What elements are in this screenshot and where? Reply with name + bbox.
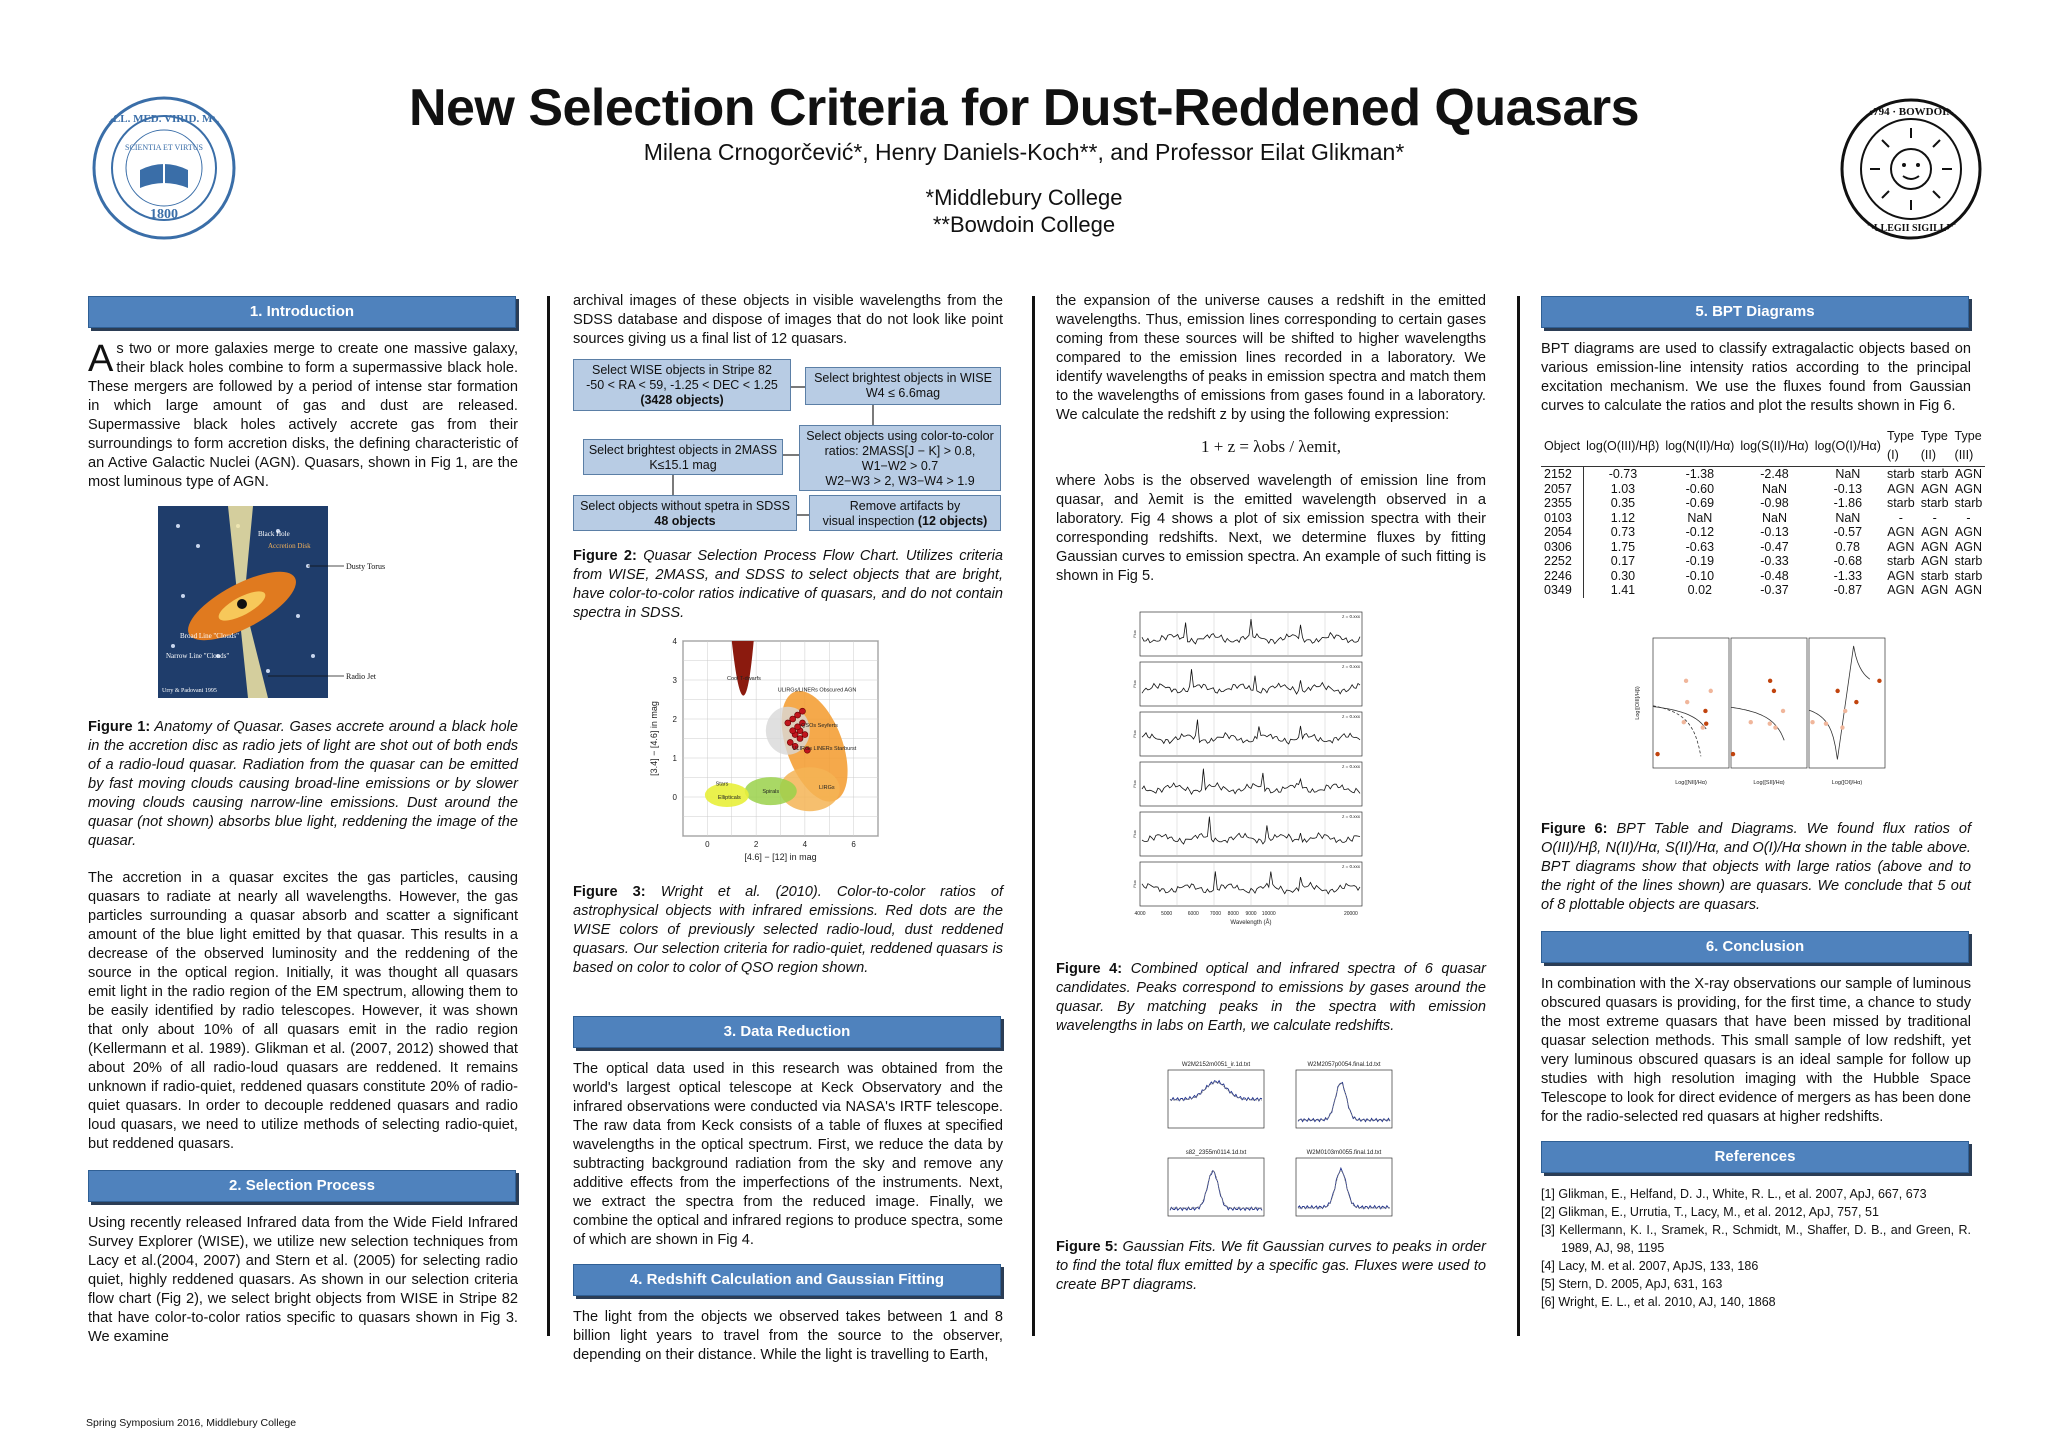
data-point bbox=[1768, 678, 1772, 682]
reference-item: [5] Stern, D. 2005, ApJ, 631, 163 bbox=[1541, 1276, 1723, 1291]
data-point bbox=[1682, 720, 1686, 724]
table-cell: starb bbox=[1954, 554, 1983, 568]
table-header-cell: log(N(II)/Hα) bbox=[1662, 426, 1737, 467]
data-point bbox=[797, 736, 803, 742]
data-point bbox=[1768, 721, 1772, 725]
table-cell: 0.30 bbox=[1610, 568, 1636, 583]
data-point bbox=[1749, 720, 1753, 724]
y-axis-label: Flux bbox=[1132, 680, 1137, 688]
y-axis-label: Flux bbox=[1132, 630, 1137, 638]
seal-text-top: 1794 · BOWDOIN bbox=[1867, 106, 1955, 118]
table-cell: starb bbox=[1954, 568, 1983, 583]
table-cell: NaN bbox=[1835, 510, 1861, 525]
figure-3-color-color-plot bbox=[643, 633, 893, 873]
table-row bbox=[1541, 540, 1985, 555]
table-cell: NaN bbox=[1687, 510, 1713, 525]
table-cell: 0.17 bbox=[1610, 554, 1636, 568]
data-point bbox=[1731, 751, 1735, 755]
table-cell: - bbox=[1898, 510, 1903, 525]
region-label: Spirals bbox=[762, 789, 780, 796]
table-cell: -0.73 bbox=[1608, 467, 1638, 481]
y-axis-label: Flux bbox=[1132, 830, 1137, 838]
data-point bbox=[1773, 725, 1777, 729]
table-cell: 0306 bbox=[1541, 540, 1583, 555]
table-cell: - bbox=[1966, 510, 1971, 525]
figure-5-gaussian-fits bbox=[1146, 1050, 1406, 1230]
y-axis-label: Flux bbox=[1132, 730, 1137, 738]
section-header-redshift: 4. Redshift Calculation and Gaussian Fitting bbox=[573, 1264, 1001, 1296]
data-point bbox=[1840, 725, 1844, 729]
region-label: QSOs Seyferts bbox=[801, 722, 838, 729]
table-cell: starb bbox=[1886, 467, 1915, 481]
reference-item: [2] Glikman, E., Urrutia, T., Lacy, M., et al. 2012, ApJ, 757, 51 bbox=[1541, 1204, 1879, 1219]
x-tick-label: 5000 bbox=[1161, 911, 1173, 917]
panel-title: s82_2355m0114.1d.txt bbox=[1185, 1150, 1247, 1156]
table-cell: 0103 bbox=[1541, 511, 1583, 526]
column-4 bbox=[1541, 292, 1983, 1311]
intro-paragraph-2: The accretion in a quasar excites the gas particles, causing quasars to radiate at nearly all wavelengths. However, the gas particles surrounding a quasar absorb and scatter a significant amount of the blue light emitted by that quasar. This results in a decrease of the observed luminosity and the reddening of the source in the optical region. Initially, it was thought all quasars emit light in the radio region of the EM spectrum, allowing them to be easily identified by radio telescopes. However, it was shown that only about 10% of all quasars emit in the radio region (Kellermann et al. 1989). Glikman et al. (2007, 2012) showed that about 20% of all radio-loud quasars are reddened. It remains unknown if radio-quiet, reddened quasars constitute 20% of radio-quiet quasars. In order to decouple reddened quasars and radio loud quasars, we need to utilize methods of selecting radio-quiet, but reddened quasars. bbox=[88, 870, 518, 1152]
x-axis-label: Log([SII]/Hα) bbox=[1753, 779, 1785, 786]
seal-text-bottom: COLLEGII SIGILLUM bbox=[1858, 223, 1964, 234]
y-axis-label: Log([OIII]/Hβ) bbox=[1635, 685, 1641, 720]
table-cell: AGN bbox=[1921, 525, 1949, 539]
fig1-label: Accretion Disk bbox=[268, 542, 311, 550]
data-point bbox=[1685, 699, 1689, 703]
data-point bbox=[1835, 688, 1839, 692]
section-header-selection: 2. Selection Process bbox=[88, 1170, 516, 1202]
fig1-label: Broad Line "Clouds" bbox=[180, 632, 239, 640]
fit-panel bbox=[1296, 1070, 1392, 1128]
table-row bbox=[1541, 569, 1985, 584]
data-point bbox=[1684, 678, 1688, 682]
redshift-label: z = 0.xxx bbox=[1342, 864, 1360, 869]
seal-text-top: COLL. MED. VIRID. MON. bbox=[96, 113, 232, 125]
table-cell: -0.87 bbox=[1833, 583, 1863, 597]
region-label: Ellipticals bbox=[717, 794, 741, 801]
panel-title: W2M2152m0051_ir.1d.txt bbox=[1181, 1062, 1251, 1068]
table-cell: 1.03 bbox=[1610, 481, 1636, 496]
figure-2-caption: Figure 2: Quasar Selection Process Flow Chart. Utilizes criteria from WISE, 2MASS, and SDSS to select objects that are bright, have color-to-color ratios indicative of quasars, and do not contain spectra in SDSS. bbox=[573, 548, 1003, 621]
data-point bbox=[1877, 678, 1881, 682]
section-header-introduction: 1. Introduction bbox=[88, 296, 516, 328]
section-header-references: References bbox=[1541, 1141, 1969, 1173]
seal-motto: SCIENTIA ET VIRTUS bbox=[125, 143, 203, 152]
fig1-label: Narrow Line "Clouds" bbox=[166, 652, 230, 660]
table-header-cell: Type (I) bbox=[1884, 426, 1918, 467]
figure-3-caption: Figure 3: Wright et al. (2010). Color-to-color ratios of astrophysical objects with infrared emissions. Red dots are the WISE colors of previously selected radio-loud, dust reddened quasars. Our selection criteria for radio-quiet, reddened quasars is based on color to color of QSO region shown. bbox=[573, 884, 1003, 976]
x-tick-label: 9000 bbox=[1245, 911, 1257, 917]
table-cell: AGN bbox=[1921, 583, 1949, 597]
x-tick-label: 2 bbox=[753, 840, 759, 849]
table-cell: AGN bbox=[1887, 568, 1915, 583]
table-header-cell: log(O(III)/Hβ) bbox=[1583, 426, 1662, 467]
table-cell: AGN bbox=[1887, 481, 1915, 496]
x-tick-label: 0 bbox=[705, 840, 710, 849]
column-1 bbox=[88, 292, 518, 1357]
reference-item: [6] Wright, E. L., et al. 2010, AJ, 140, 1868 bbox=[1541, 1294, 1776, 1309]
data-point bbox=[1701, 725, 1705, 729]
table-cell: AGN bbox=[1954, 481, 1982, 496]
data-point bbox=[1781, 708, 1785, 712]
table-cell: AGN bbox=[1887, 525, 1915, 539]
data-point bbox=[1709, 688, 1713, 692]
bpt-panel bbox=[1809, 638, 1885, 768]
y-tick-label: 3 bbox=[672, 676, 677, 685]
redshift-label: z = 0.xxx bbox=[1342, 814, 1360, 819]
table-cell: -1.86 bbox=[1833, 496, 1863, 510]
table-cell: 2355 bbox=[1541, 496, 1583, 511]
table-cell: AGN bbox=[1954, 539, 1982, 554]
table-cell: 2246 bbox=[1541, 569, 1583, 584]
data-point bbox=[1772, 688, 1776, 692]
table-cell: -0.48 bbox=[1760, 568, 1789, 583]
table-cell: 0.02 bbox=[1687, 583, 1712, 597]
table-cell: -1.38 bbox=[1685, 467, 1715, 481]
data-point bbox=[785, 720, 791, 726]
data-point bbox=[790, 716, 796, 722]
flow-box-no-sdss-spectra: Select objects without spetra in SDSS 48 objects bbox=[573, 495, 797, 531]
flow-box-visual-inspection: Remove artifacts by visual inspection (12 objects) bbox=[809, 495, 1001, 531]
table-cell: -0.68 bbox=[1833, 554, 1863, 568]
y-tick-label: 0 bbox=[672, 793, 677, 802]
x-axis-label: Log([NII]/Hα) bbox=[1675, 779, 1707, 786]
table-cell: -0.12 bbox=[1685, 525, 1715, 539]
affiliation-bowdoin: **Bowdoin College bbox=[932, 212, 1116, 237]
table-row bbox=[1541, 496, 1985, 511]
reference-item: [3] Kellermann, K. I., Sramek, R., Schmidt, M., Shaffer, D. B., and Green, R. 1989, AJ, 98, 1195 bbox=[1541, 1222, 1971, 1255]
x-axis-label: Log([OI]/Hα) bbox=[1831, 779, 1863, 786]
data-point bbox=[787, 739, 793, 745]
figure-6-bpt-diagrams bbox=[1631, 634, 1901, 790]
column-2 bbox=[573, 292, 1003, 1375]
redshift-label: z = 0.xxx bbox=[1342, 764, 1360, 769]
table-cell: -0.47 bbox=[1760, 539, 1789, 554]
table-cell: AGN bbox=[1921, 481, 1949, 496]
table-cell: 1.12 bbox=[1610, 510, 1636, 525]
table-row bbox=[1541, 525, 1985, 540]
y-tick-label: 1 bbox=[672, 754, 677, 763]
bpt-table bbox=[1541, 426, 1985, 598]
selection-paragraph-1: Using recently released Infrared data from the Wide Field Infrared Survey Explorer (WISE), we utilize new selection techniques from Lacy et al.(2004, 2007) and Stern et al. (2005) for selecting radio quiet, highly reddened quasars. As shown in our selection criteria flow chart (Fig 2), we select bright objects from WISE in Stripe 82 that have color-to-color ratios specific to quasars shown in Fig 3. We examine bbox=[88, 1215, 518, 1345]
seal-year: 1800 bbox=[150, 207, 178, 222]
x-tick-label: 6 bbox=[851, 840, 856, 849]
flow-box-color-ratios: Select objects using color-to-color ratios: 2MASS[J − K] > 0.8, W1−W2 > 0.7 W2−W3 > 2, W3−W4 > 1.9 bbox=[799, 425, 1001, 491]
redshift-paragraph-1: The light from the objects we observed takes between 1 and 8 billion light years to travel from the source to the observer, depending on their distance. While the light is travelling to Earth, bbox=[573, 1309, 1003, 1363]
table-cell: AGN bbox=[1954, 583, 1982, 597]
table-cell: - bbox=[1932, 510, 1937, 525]
data-point bbox=[790, 728, 796, 734]
region-label: Stars bbox=[715, 781, 729, 788]
table-cell: -0.60 bbox=[1685, 481, 1715, 496]
data-point bbox=[1703, 708, 1707, 712]
panel-title: W2M2057p0054.final.1d.txt bbox=[1307, 1062, 1381, 1068]
section-header-data-reduction: 3. Data Reduction bbox=[573, 1016, 1001, 1048]
flow-box-2mass: Select brightest objects in 2MASS K≤15.1 mag bbox=[583, 439, 783, 475]
region-label: ULIRGs/LINERs Obscured AGN bbox=[777, 687, 857, 694]
redshift-label: z = 0.xxx bbox=[1342, 614, 1360, 619]
y-tick-label: 4 bbox=[672, 637, 677, 646]
poster-authors: Milena Crnogorčević*, Henry Daniels-Koch**, and Professor Eilat Glikman* bbox=[643, 139, 1405, 165]
region-label: ULIRGs LINERs Starburst bbox=[792, 746, 857, 753]
table-cell: -0.37 bbox=[1760, 583, 1789, 597]
data-point bbox=[1655, 751, 1659, 755]
table-cell: AGN bbox=[1921, 539, 1949, 554]
table-cell: -0.33 bbox=[1760, 554, 1789, 568]
table-row bbox=[1541, 554, 1985, 569]
table-cell: starb bbox=[1920, 496, 1949, 510]
figure-5-caption: Figure 5: Gaussian Fits. We fit Gaussian curves to peaks in order to find the total flux emitted by a specific gas. Fluxes were used to create BPT diagrams. bbox=[1056, 1239, 1486, 1293]
table-cell: NaN bbox=[1762, 510, 1788, 525]
y-tick-label: 2 bbox=[672, 715, 677, 724]
table-cell: starb bbox=[1954, 496, 1983, 510]
table-row bbox=[1541, 511, 1985, 526]
table-cell: starb bbox=[1886, 554, 1915, 568]
data-point bbox=[1810, 720, 1814, 724]
figure-1-quasar-diagram bbox=[158, 506, 438, 698]
y-axis-label: [3.4] − [4.6] in mag bbox=[649, 701, 659, 776]
fig1-label: Radio Jet bbox=[346, 672, 376, 681]
table-cell: 1.75 bbox=[1610, 539, 1636, 554]
drop-cap: A bbox=[88, 338, 114, 380]
x-tick-label: 6000 bbox=[1187, 911, 1199, 917]
table-row bbox=[1541, 467, 1985, 482]
table-header-row bbox=[1541, 426, 1985, 467]
data-point bbox=[1843, 708, 1847, 712]
fig1-credit: Urry & Padovani 1995 bbox=[162, 688, 217, 694]
table-cell: -0.57 bbox=[1833, 525, 1863, 539]
table-header-cell: log(S(II)/Hα) bbox=[1737, 426, 1811, 467]
x-tick-label: 4000 bbox=[1134, 911, 1146, 917]
table-cell: AGN bbox=[1887, 583, 1915, 597]
column-divider bbox=[1032, 296, 1035, 1336]
table-header-cell: Object bbox=[1541, 426, 1583, 467]
fit-panel bbox=[1168, 1158, 1264, 1216]
redshift-label: z = 0.xxx bbox=[1342, 714, 1360, 719]
table-cell: 0349 bbox=[1541, 583, 1583, 598]
table-cell: -1.33 bbox=[1833, 568, 1863, 583]
poster-title: New Selection Criteria for Dust-Reddened Quasars bbox=[408, 79, 1640, 137]
table-cell: NaN bbox=[1835, 467, 1861, 481]
flow-box-wise-brightest: Select brightest objects in WISE W4 ≤ 6.6mag bbox=[805, 367, 1001, 405]
figure-1-caption: Figure 1: Anatomy of Quasar. Gases accrete around a black hole in the accretion disc as radio jets of light are shot out of both ends of a radio-loud quasar. Radiation from the quasar can be emitted by fast moving clouds causing broad-line emissions or by slower moving clouds causing narrow-line emissions. Dust around the quasar (not shown) absorbs blue light, reddening the image of the quasar. bbox=[88, 719, 519, 849]
table-cell: -0.10 bbox=[1685, 568, 1715, 583]
table-cell: starb bbox=[1886, 496, 1915, 510]
figure-2-flowchart bbox=[573, 359, 1003, 539]
redshift-paragraph-cont: the expansion of the universe causes a redshift in the emitted wavelengths. Thus, emission lines corresponding to certain gases coming from these sources will be shifted to higher wavelengths compared to the emission lines recorded in a laboratory. We identify wavelengths of peaks in emission spectra and match them to the wavelengths of emissions from gases found in a laboratory. We calculate the redshift z by using the following expression: bbox=[1056, 293, 1486, 423]
flow-box-wise-stripe82: Select WISE objects in Stripe 82 -50 < RA < 59, -1.25 < DEC < 1.25 (3428 objects) bbox=[573, 359, 791, 411]
table-cell: -0.13 bbox=[1833, 481, 1863, 496]
data-point bbox=[1824, 721, 1828, 725]
table-cell: 2054 bbox=[1541, 525, 1583, 540]
data-point bbox=[799, 708, 805, 714]
intro-paragraph-1: As two or more galaxies merge to create one massive galaxy, their black holes combine to form a supermassive black hole. These mergers are followed by a period of intense star formation in which large amount of gas and dust are released. Supermassive black holes actively accrete gas from their surroundings to form accretion disks, the defining characteristic of an Active Galactic Nuclei (AGN). Quasars, shown in Fig 1, are the most luminous type of AGN. bbox=[88, 338, 518, 490]
region-label: LIRGs bbox=[819, 785, 835, 792]
section-header-bpt: 5. BPT Diagrams bbox=[1541, 296, 1969, 328]
x-tick-label: 20000 bbox=[1343, 911, 1358, 917]
reference-item: [1] Glikman, E., Helfand, D. J., White, R. L., et al. 2007, ApJ, 667, 673 bbox=[1541, 1186, 1927, 1201]
table-cell: starb bbox=[1920, 568, 1949, 583]
table-row bbox=[1541, 482, 1985, 497]
bpt-panel bbox=[1653, 638, 1729, 768]
table-cell: -0.69 bbox=[1685, 496, 1715, 510]
y-axis-label: Flux bbox=[1132, 780, 1137, 788]
x-tick-label: 8000 bbox=[1227, 911, 1239, 917]
table-cell: 0.35 bbox=[1610, 496, 1636, 510]
reference-list bbox=[1541, 1185, 1971, 1311]
table-header-cell: Type (III) bbox=[1952, 426, 1986, 467]
data-point bbox=[1704, 721, 1708, 725]
fig1-label: Dusty Torus bbox=[346, 562, 386, 571]
table-cell: 2057 bbox=[1541, 482, 1583, 497]
table-cell: 0.78 bbox=[1835, 539, 1860, 554]
column-divider bbox=[547, 296, 550, 1336]
data-point bbox=[802, 732, 808, 738]
table-cell: -0.63 bbox=[1685, 539, 1715, 554]
table-cell: AGN bbox=[1921, 554, 1949, 568]
table-cell: 0.73 bbox=[1610, 525, 1636, 539]
table-cell: -0.19 bbox=[1685, 554, 1715, 568]
x-axis-label: Wavelength (Å) bbox=[1230, 920, 1272, 926]
redshift-paragraph-2: where λobs is the observed wavelength of emission line from quasar, and λemit is the emitted wavelength observed in a laboratory. Fig 4 shows a plot of six emission spectra with their corresponding redshifts. Next, we determine fluxes by fitting Gaussian curves to emission spectra. An example of such fitting is shown in Fig 5. bbox=[1056, 473, 1486, 584]
y-axis-label: Flux bbox=[1132, 880, 1137, 888]
table-cell: starb bbox=[1920, 467, 1949, 481]
table-cell: AGN bbox=[1954, 525, 1982, 539]
section-header-conclusion: 6. Conclusion bbox=[1541, 931, 1969, 963]
selection-paragraph-cont: archival images of these objects in visible wavelengths from the SDSS database and dispose of images that do not look like point sources giving us a final list of 12 quasars. bbox=[573, 293, 1003, 347]
region-label: Cool T-dwarfs bbox=[727, 676, 761, 682]
x-axis-label: [4.6] − [12] in mag bbox=[744, 852, 817, 862]
figure-6-caption: Figure 6: BPT Table and Diagrams. We found flux ratios of O(III)/Hβ, N(II)/Hα, S(II)/Hα, and O(I)/Hα shown in the table above. BPT diagrams show that objects with large ratios (above and to the right of the lines shown) are quasars. We conclude that 5 out of 8 plottable objects are quasars. bbox=[1541, 820, 1972, 913]
x-tick-label: 4 bbox=[802, 840, 808, 849]
conclusion-paragraph: In combination with the X-ray observations our sample of luminous obscured quasars is providing, for the first time, a chance to study the most extreme quasars that have been missed by traditional quasar selection methods. This small sample of low redshift, yet very luminous obscured quasars is an ideal sample for follow up studies with high resolution imaging with the Hubble Space Telescope to look for direct evidence of mergers as has been done for the radio-selected red quasars at higher redshifts. bbox=[1541, 975, 1971, 1125]
bpt-paragraph: BPT diagrams are used to classify extragalactic objects based on various emission-line intensity ratios according to the principal excitation mechanism. We use the fluxes found from Gaussian curves to calculate the ratios and plot the results shown in Fig 6. bbox=[1541, 341, 1971, 414]
x-tick-label: 7000 bbox=[1209, 911, 1222, 917]
fig1-label: Black Hole bbox=[258, 530, 290, 538]
affiliation-middlebury: *Middlebury College bbox=[925, 185, 1123, 210]
redshift-equation: 1 + z = λobs / λemit, bbox=[1200, 437, 1341, 456]
panel-title: W2M0103m0055.final.1d.txt bbox=[1306, 1150, 1382, 1156]
table-cell: AGN bbox=[1954, 467, 1982, 481]
table-cell: 1.41 bbox=[1610, 583, 1636, 597]
table-cell: -0.98 bbox=[1760, 496, 1789, 510]
bpt-panel bbox=[1731, 638, 1807, 768]
data-point bbox=[795, 724, 801, 730]
data-point bbox=[1854, 699, 1858, 703]
table-cell: -0.13 bbox=[1760, 525, 1789, 539]
table-cell: NaN bbox=[1762, 481, 1788, 496]
data-point bbox=[795, 712, 801, 718]
redshift-label: z = 0.xxx bbox=[1342, 664, 1360, 669]
table-cell: 2252 bbox=[1541, 554, 1583, 569]
footer-text: Spring Symposium 2016, Middlebury College bbox=[86, 1417, 297, 1429]
column-3 bbox=[1056, 292, 1486, 1305]
reference-item: [4] Lacy, M. et al. 2007, ApJS, 133, 186 bbox=[1541, 1258, 1759, 1273]
x-tick-label: 10000 bbox=[1261, 911, 1276, 917]
table-row bbox=[1541, 583, 1985, 598]
table-header-cell: log(O(I)/Hα) bbox=[1812, 426, 1884, 467]
figure-4-spectra bbox=[1112, 606, 1372, 936]
column-divider bbox=[1517, 296, 1520, 1336]
table-cell: -2.48 bbox=[1760, 467, 1789, 481]
table-cell: AGN bbox=[1887, 539, 1915, 554]
figure-4-caption: Figure 4: Combined optical and infrared spectra of 6 quasar candidates. Peaks correspond to emissions by gases around the quasar. By matching peaks in the spectra with emission wavelengths in labs on Earth, we calculate redshifts. bbox=[1056, 961, 1487, 1034]
reduction-paragraph: The optical data used in this research was obtained from the world's largest optical telescope at Keck Observatory and the infrared observations were conducted via NASA's IRTF telescope. The raw data from Keck consists of a table of fluxes at specified wavelengths in the optical spectrum. First, we reduce the data by subtracting background radiation from the sky and remove any additive effects from the imperfections of the instruments. Next, we extract the spectra from the reduced image. Finally, we combine the optical and infrared regions to produce spectra, some of which are shown in Fig 4. bbox=[573, 1061, 1003, 1248]
table-cell: 2152 bbox=[1541, 467, 1583, 482]
table-header-cell: Type (II) bbox=[1918, 426, 1952, 467]
